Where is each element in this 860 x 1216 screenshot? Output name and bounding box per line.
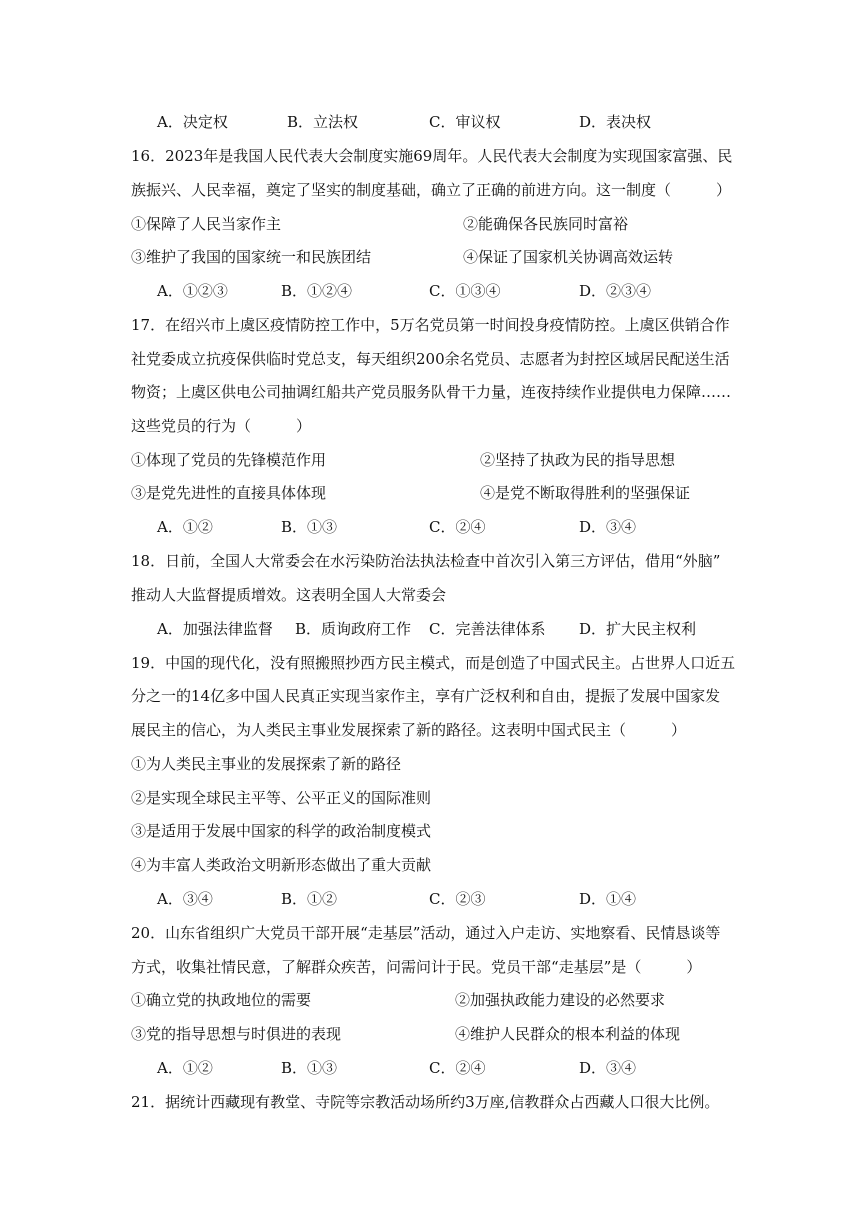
q18-option-b: B．质询政府工作 [295, 620, 412, 638]
q20-option-c: C．②④ [429, 1059, 486, 1077]
q17-option-b: B．①③ [281, 518, 338, 536]
q17-statement-1: ①体现了党员的先锋模范作用 [131, 451, 327, 469]
q17-stem-line-1: 17．在绍兴市上虞区疫情防控工作中，5万名党员第一时间投身疫情防控。上虞区供销合作 [131, 316, 730, 334]
q16-statement-2: ②能确保各民族同时富裕 [463, 215, 629, 233]
q19-stem-line-2: 分之一的14亿多中国人民真正实现当家作主，享有广泛权利和自由，提振了发展中国家发 [131, 687, 721, 705]
q19-option-d: D．①④ [579, 890, 637, 908]
q19-stem-line-3: 展民主的信心，为人类民主事业发展探索了新的路径。这表明中国式民主（ ） [131, 721, 687, 739]
q20-statement-1: ①确立党的执政地位的需要 [131, 991, 312, 1009]
q16-option-c: C．①③④ [429, 282, 501, 300]
q18-option-a: A．加强法律监督 [157, 620, 273, 638]
q20-statement-3: ③党的指导思想与时俱进的表现 [131, 1025, 342, 1043]
q19-statement-1: ①为人类民主事业的发展探索了新的路径 [131, 755, 402, 773]
q17-statement-3: ③是党先进性的直接具体体现 [131, 484, 327, 502]
q17-stem-line-4: 这些党员的行为（ ） [131, 417, 312, 435]
q20-option-d: D．③④ [579, 1059, 637, 1077]
q20-option-b: B．①③ [281, 1059, 338, 1077]
q19-statement-4: ④为丰富人类政治文明新形态做出了重大贡献 [131, 856, 432, 874]
q17-option-c: C．②④ [429, 518, 486, 536]
q21-stem-line-1: 21．据统计西藏现有教堂、寺院等宗教活动场所约3万座,信教群众占西藏人口很大比例。 [131, 1093, 720, 1111]
q17-option-d: D．③④ [579, 518, 637, 536]
q16-statement-4: ④保证了国家机关协调高效运转 [463, 248, 674, 266]
q18-option-d: D．扩大民主权利 [579, 620, 697, 638]
q16-option-b: B．①②④ [281, 282, 353, 300]
q20-statement-2: ②加强执政能力建设的必然要求 [455, 991, 666, 1009]
q19-option-a: A．③④ [157, 890, 213, 908]
q20-statement-4: ④维护人民群众的根本利益的体现 [455, 1025, 681, 1043]
q19-statement-3: ③是适用于发展中国家的科学的政治制度模式 [131, 822, 432, 840]
q20-stem-line-1: 20．山东省组织广大党员干部开展“走基层”活动，通过入户走访、实地察看、民情恳谈等 [131, 924, 721, 942]
q16-statement-1: ①保障了人民当家作主 [131, 215, 282, 233]
q19-statement-2: ②是实现全球民主平等、公平正义的国际准则 [131, 789, 432, 807]
q19-stem-line-1: 19．中国的现代化，没有照搬照抄西方民主模式，而是创造了中国式民主。占世界人口近五 [131, 654, 736, 672]
q17-stem-line-2: 社党委成立抗疫保供临时党总支，每天组织200余名党员、志愿者为封控区域居民配送生活 [131, 350, 730, 368]
q15-option-c: C．审议权 [429, 113, 501, 131]
q18-stem-line-2: 推动人大监督提质增效。这表明全国人大常委会 [131, 586, 447, 604]
q20-stem-line-2: 方式，收集社情民意，了解群众疾苦，问需问计于民。党员干部“走基层”是（ ） [131, 958, 702, 976]
q16-option-d: D．②③④ [579, 282, 652, 300]
q16-option-a: A．①②③ [157, 282, 228, 300]
q17-option-a: A．①② [157, 518, 213, 536]
q20-option-a: A．①② [157, 1059, 213, 1077]
q18-stem-line-1: 18．日前，全国人大常委会在水污染防治法执法检查中首次引入第三方评估，借用“外脑” [131, 552, 721, 570]
q19-option-b: B．①② [281, 890, 338, 908]
q19-option-c: C．②③ [429, 890, 486, 908]
q18-option-c: C．完善法律体系 [429, 620, 546, 638]
q17-statement-4: ④是党不断取得胜利的坚强保证 [480, 484, 691, 502]
q16-stem-line-2: 族振兴、人民幸福，奠定了坚实的制度基础，确立了正确的前进方向。这一制度（ ） [131, 181, 732, 199]
q17-stem-line-3: 物资；上虞区供电公司抽调红船共产党员服务队骨干力量，连夜持续作业提供电力保障…… [131, 383, 732, 401]
q15-option-d: D．表决权 [579, 113, 652, 131]
q15-option-b: B．立法权 [287, 113, 359, 131]
q16-statement-3: ③维护了我国的国家统一和民族团结 [131, 248, 372, 266]
q16-stem-line-1: 16．2023年是我国人民代表大会制度实施69周年。人民代表大会制度为实现国家富强、民 [131, 147, 733, 165]
q17-statement-2: ②坚持了执政为民的指导思想 [480, 451, 676, 469]
q15-option-a: A．决定权 [157, 113, 228, 131]
